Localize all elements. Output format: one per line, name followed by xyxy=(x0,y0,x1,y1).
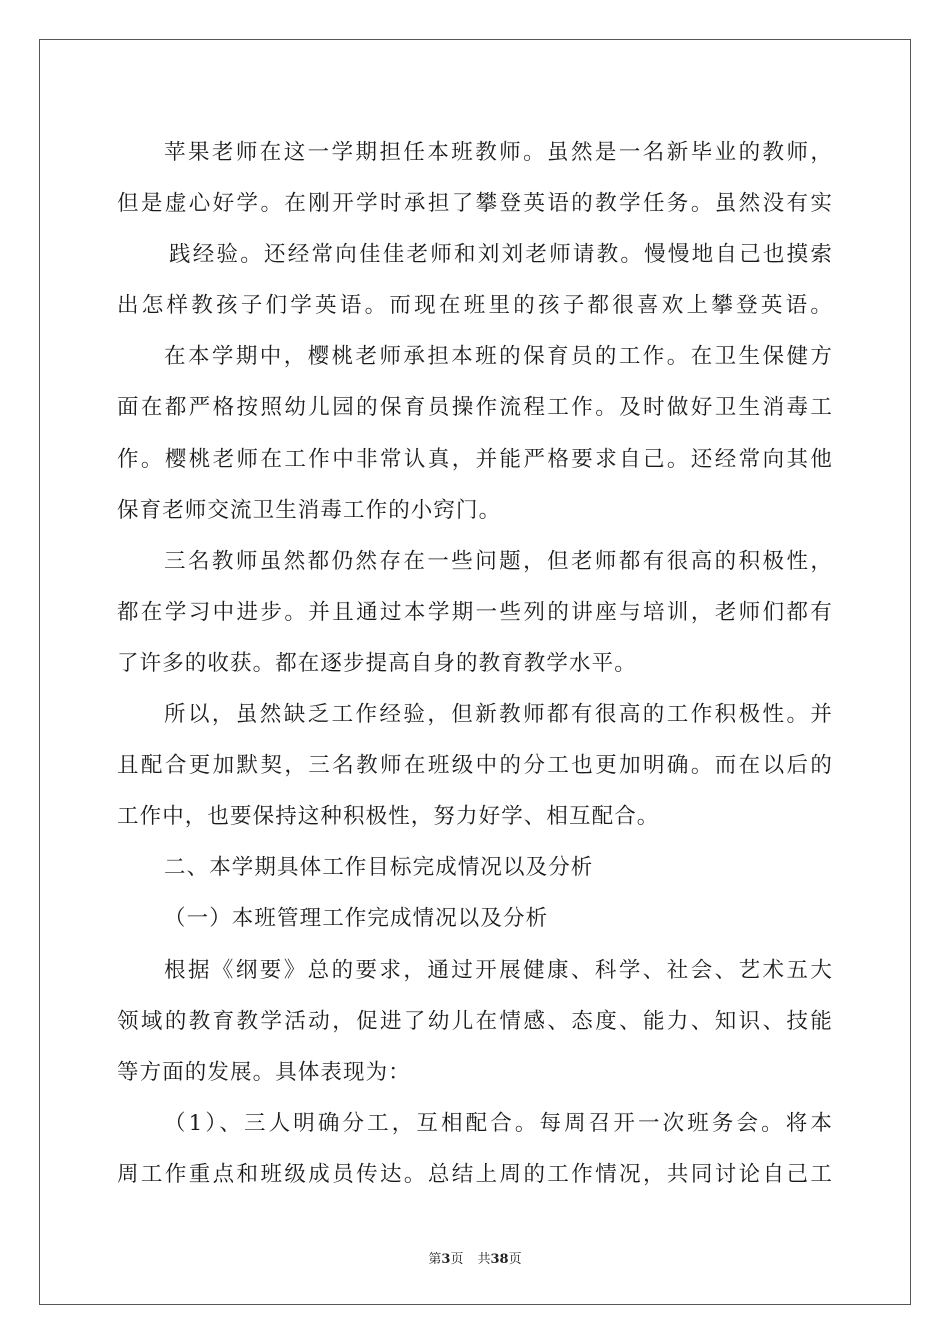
text-line: 都在学习中进步。并且通过本学期一些列的讲座与培训，老师们都有 xyxy=(117,599,833,625)
page-label-suffix: 页 xyxy=(450,1252,464,1267)
text-line: 等方面的发展。具体表现为： xyxy=(117,1059,411,1085)
text-line: 保育老师交流卫生消毒工作的小窍门。 xyxy=(117,497,502,523)
text-line: 在本学期中，樱桃老师承担本班的保育员的工作。在卫生保健方 xyxy=(164,344,833,370)
text-line: 作。樱桃老师在工作中非常认真，并能严格要求自己。还经常向其他 xyxy=(117,446,833,472)
text-line: 出怎样教孩子们学英语。而现在班里的孩子都很喜欢上攀登英语。 xyxy=(117,293,833,319)
text-line: 践经验。还经常向佳佳老师和刘刘老师请教。慢慢地自己也摸索 xyxy=(169,242,833,268)
text-line: 周工作重点和班级成员传达。总结上周的工作情况，共同讨论自己工 xyxy=(117,1161,833,1187)
text-line: （1）、三人明确分工，互相配合。每周召开一次班务会。将本 xyxy=(164,1110,833,1136)
text-line: 工作中，也要保持这种积极性，努力好学、相互配合。 xyxy=(117,804,660,830)
subsection-heading: （一）本班管理工作完成情况以及分析 xyxy=(164,906,549,932)
page-label-prefix: 第 xyxy=(428,1252,442,1267)
text-line: 了许多的收获。都在逐步提高自身的教育教学水平。 xyxy=(117,650,637,676)
text-line: 苹果老师在这一学期担任本班教师。虽然是一名新毕业的教师， xyxy=(164,140,833,165)
total-label-prefix: 共 xyxy=(477,1252,491,1267)
total-pages: 38 xyxy=(490,1252,509,1267)
text-line: 三名教师虽然都仍然存在一些问题，但老师都有很高的积极性， xyxy=(164,548,833,574)
text-line: 且配合更加默契，三名教师在班级中的分工也更加明确。而在以后的 xyxy=(117,753,833,779)
text-line: 所以，虽然缺乏工作经验，但新教师都有很高的工作积极性。并 xyxy=(164,702,833,728)
text-line: 但是虚心好学。在刚开学时承担了攀登英语的教学任务。虽然没有实 xyxy=(117,191,833,217)
section-heading: 二、本学期具体工作目标完成情况以及分析 xyxy=(164,855,594,881)
page-footer xyxy=(0,1248,950,1267)
total-label-suffix: 页 xyxy=(508,1252,522,1267)
document-body xyxy=(117,127,833,1200)
page-number: 3 xyxy=(441,1252,451,1267)
text-line: 根据《纲要》总的要求，通过开展健康、科学、社会、艺术五大 xyxy=(164,957,833,983)
text-line: 领域的教育教学活动，促进了幼儿在情感、态度、能力、知识、技能 xyxy=(117,1008,833,1034)
text-line: 面在都严格按照幼儿园的保育员操作流程工作。及时做好卫生消毒工 xyxy=(117,395,833,421)
